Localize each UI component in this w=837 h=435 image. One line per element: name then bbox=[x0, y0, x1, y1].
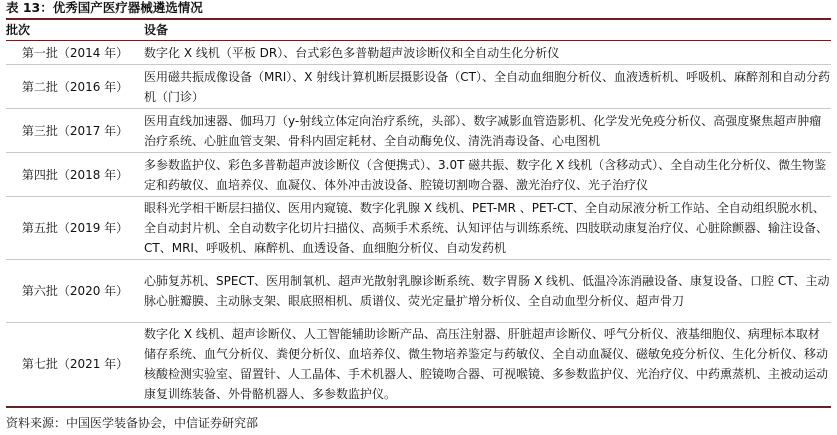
batch-cell: 第四批（2018 年） bbox=[6, 153, 144, 197]
equipment-text: 多参数监护仪、彩色多普勒超声波诊断仪（含便携式）、3.0T 磁共振、数字化 X 线机（含移动式）、全自动生化分析仪、微生物鉴定和药敏仪、血培养仪、血凝仪、体外冲击波设备、腔镜切割吻合器、激光治疗仪、光子治疗仪 bbox=[144, 157, 827, 192]
table-row bbox=[6, 109, 831, 153]
source-note: 资料来源：中国医学装备协会，中信证券研究部 bbox=[6, 416, 259, 430]
table-header-row bbox=[6, 20, 831, 41]
equipment-cell bbox=[144, 323, 831, 407]
equipment-text: 数字化 X 线机、超声诊断仪、人工智能辅助诊断产品、高压注射器、肝脏超声诊断仪、呼气分析仪、液基细胞仪、病理标本取材储存系统、血气分析仪、粪便分析仪、血培养仪、微生物培养鉴定与药敏仪、全自动血凝仪、磁敏免疫分析仪、生化分析仪、移动核酸检测实验室、留置针、人工晶体、手术机器人、腔镜吻合器、可视喉镜、多参数监护仪、光治疗仪、中药熏蒸机、主被动运动康复训练装备、外骨骼机器人、多参数监护仪。 bbox=[144, 327, 829, 402]
table-row bbox=[6, 153, 831, 197]
equipment-text: 医用磁共振成像设备（MRI）、X 射线计算机断层摄影设备（CT）、全自动血细胞分析仪、血液透析机、呼吸机、麻醉剂和自动分药机（门诊） bbox=[144, 69, 830, 104]
batch-cell: 第三批（2017 年） bbox=[6, 109, 144, 153]
equipment-text: 眼科光学相干断层扫描仪、医用内窥镜、数字化乳腺 X 线机、PET-MR 、PET-CT、全自动尿液分析工作站、全自动组织脱水机、全自动封片机、全自动数字化切片扫描仪、高频手术系统、认知评估与训练系统、四肢联动康复治疗仪、心脏除颤器、输注设备、CT、MRI、呼吸机、麻醉机、血透设备、血细胞分析仪、自动发药机 bbox=[144, 201, 829, 255]
batch-cell: 第一批（2014 年） bbox=[6, 41, 144, 65]
equipment-cell bbox=[144, 153, 831, 197]
header-batch: 批次 bbox=[6, 20, 144, 41]
batch-cell: 第五批（2019 年） bbox=[6, 197, 144, 260]
equipment-text: 数字化 X 线机（平板 DR）、台式彩色多普勒超声波诊断仪和全自动生化分析仪 bbox=[144, 45, 560, 60]
table-row bbox=[6, 323, 831, 407]
header-equipment: 设备 bbox=[144, 20, 831, 41]
device-selection-table bbox=[6, 20, 831, 408]
equipment-cell bbox=[144, 260, 831, 323]
equipment-cell bbox=[144, 109, 831, 153]
table-row bbox=[6, 260, 831, 323]
table-row bbox=[6, 41, 831, 65]
equipment-cell bbox=[144, 41, 831, 65]
table-row bbox=[6, 65, 831, 109]
equipment-cell bbox=[144, 197, 831, 260]
batch-cell: 第二批（2016 年） bbox=[6, 65, 144, 109]
equipment-text: 心肺复苏机、SPECT、医用制氧机、超声光散射乳腺诊断系统、数字胃肠 X 线机、低温冷冻消融设备、康复设备、口腔 CT、主动脉心脏瓣膜、主动脉支架、眼底照相机、质谱仪、荧光定量扩增分析仪、全自动血型分析仪、超声骨刀 bbox=[144, 274, 830, 308]
equipment-cell bbox=[144, 65, 831, 109]
batch-cell: 第六批（2020 年） bbox=[6, 260, 144, 323]
batch-cell: 第七批（2021 年） bbox=[6, 323, 144, 407]
table-caption: 表 13：优秀国产医疗器械遴选情况 bbox=[6, 0, 203, 15]
table-row bbox=[6, 197, 831, 260]
equipment-text: 医用直线加速器、伽玛刀（y-射线立体定向治疗系统，头部）、数字减影血管造影机、化学发光免疫分析仪、高强度聚焦超声肿瘤治疗系统、心脏血管支架、骨科内固定耗材、全自动酶免仪、清洗消毒设备、心电图机 bbox=[144, 113, 822, 148]
